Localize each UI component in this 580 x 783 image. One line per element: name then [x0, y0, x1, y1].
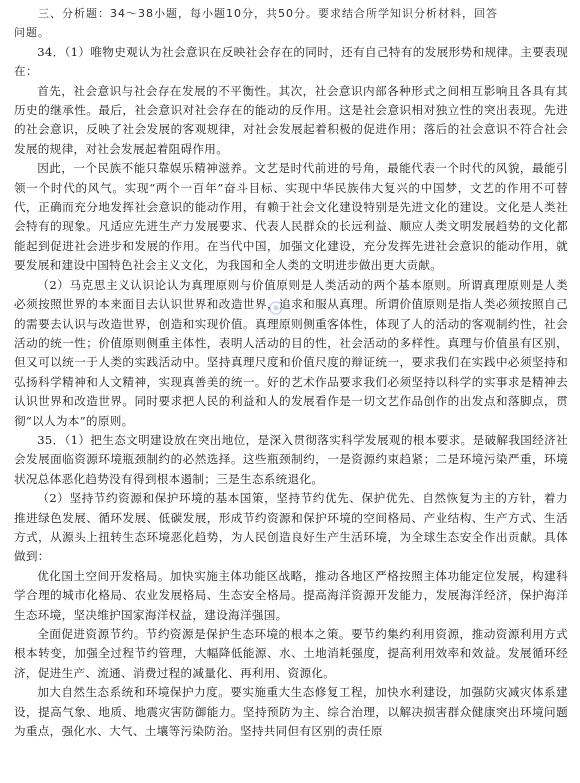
q35-paragraph-3: 优化国土空间开发格局。加快实施主体功能区战略，推动各地区严格按照主体功能定位发展，构建科学合理的城市化格局、农业发展格局、生态安全格局。提高海洋资源开发能力，发展海洋经济，保护海洋生态环境，坚决维护国家海洋权益，建设海洋强国。 — [14, 568, 568, 622]
q35-paragraph-4: 全面促进资源节约。节约资源是保护生态环境的根本之策。要节约集约利用资源，推动资源利用方式根本转变，加强全过程节约管理，大幅降低能源、水、土地消耗强度，提高利用效率和效益。发展循环经济，促进生产、流通、消费过程的减量化、再利用、资源化。 — [14, 627, 568, 680]
section-header-continued: 问题。 — [14, 26, 50, 40]
q34-part-2: （2）马克思主义认识论认为真理原则与价值原则是人类活动的两个基本原则。所谓真理原则是人类必须按照世界的本来面目去认识世界和改造世界，追求和服从真理。所谓价值原则是指人类必须按照自己的需要去认识与改造世界，创造和实现价值。真理原则侧重客体性，体现了人的活动的客观制约性，社会活动的统一性；价值原则侧重主体性，表明人活动的目的性，社会活动的多样性。真理与价值虽有区别，但又可以统一于人类的实践活动中。坚持真理尺度和价值尺度的辩证统一，要求我们在实践中必须坚持和弘扬科学精神和人文精神，实现真善美的统一。好的艺术作品要求我们必须坚持以科学的实事求是精神去认识世界和改造世界。同时要求把人民的利益和人的发展看作是一切文艺作品创作的出发点和落脚点，贯彻“以人为本”的原则。 — [14, 277, 568, 428]
q35-paragraph-5: 加大自然生态系统和环境保护力度。要实施重大生态修复工程，加快水利建设，加强防灾减灾体系建设，提高气象、地质、地震灾害防御能力。坚持预防为主、综合治理，以解决损害群众健康突出环境问题为重点，强化水、大气、土壤等污染防治。坚持共同但有区别的责任原 — [14, 685, 568, 739]
q34-paragraph-3: 因此，一个民族不能只靠娱乐精神滋养。文艺是时代前进的号角，最能代表一个时代的风貌，最能引领一个时代的风气。实现“两个一百年”奋斗目标、实现中华民族伟大复兴的中国梦，文艺的作用不可替代，正确而充分地发挥社会意识的能动作用，有赖于社会文化建设特别是先进文化的建设。文化是人类社会特有的现象。凡适应先进生产力发展要求、代表人民群众的长远利益、顺应人类文明发展趋势的文化都能起到促进社会进步和发展的作用。在当代中国，加强文化建设，充分发挥先进社会意识的能动作用，就要发展和建设中国特色社会主义文化，为我国和全人类的文明进步做出更大贡献。 — [14, 161, 568, 273]
q35-part-1: 35．（1）把生态文明建设放在突出地位，是深入贯彻落实科学发展观的根本要求。是破解我国经济社会发展面临资源环境瓶颈制约的必然选择。这些瓶颈制约，一是资源约束趋紧；二是环境污染严重，环境状况总体恶化趋势没有得到根本遏制；三是生态系统退化。 — [14, 432, 568, 486]
q35-part-2: （2）坚持节约资源和保护环境的基本国策，坚持节约优先、保护优先、自然恢复为主的方针，着力推进绿色发展、循环发展、低碳发展，形成节约资源和保护环境的空间格局、产业结构、生产方式、生活方式，从源头上扭转生态环境恶化趋势，为人民创造良好生产生活环境，为全球生态安全作出贡献。具体做到： — [14, 491, 568, 564]
q34-intro: 34．（1）唯物史观认为社会意识在反映社会存在的同时，还有自己特有的发展形势和规律。主要表现在： — [14, 44, 568, 79]
q34-paragraph-2: 首先，社会意识与社会存在发展的不平衡性。其次，社会意识内部各种形式之间相互影响且各具有其历史的继承性。最后，社会意识对社会存在的能动的反作用。这是社会意识相对独立性的突出表现。先进的社会意识，反映了社会发展的客观规律，对社会发展起着积极的促进作用；落后的社会意识不符合社会发展的规律，对社会发展起着阻碍作用。 — [14, 83, 568, 156]
section-header: 三、分析题：34～38小题，每小题10分，共50分。要求结合所学知识分析材料，回答 — [38, 7, 498, 20]
watermark-icon — [268, 300, 284, 316]
